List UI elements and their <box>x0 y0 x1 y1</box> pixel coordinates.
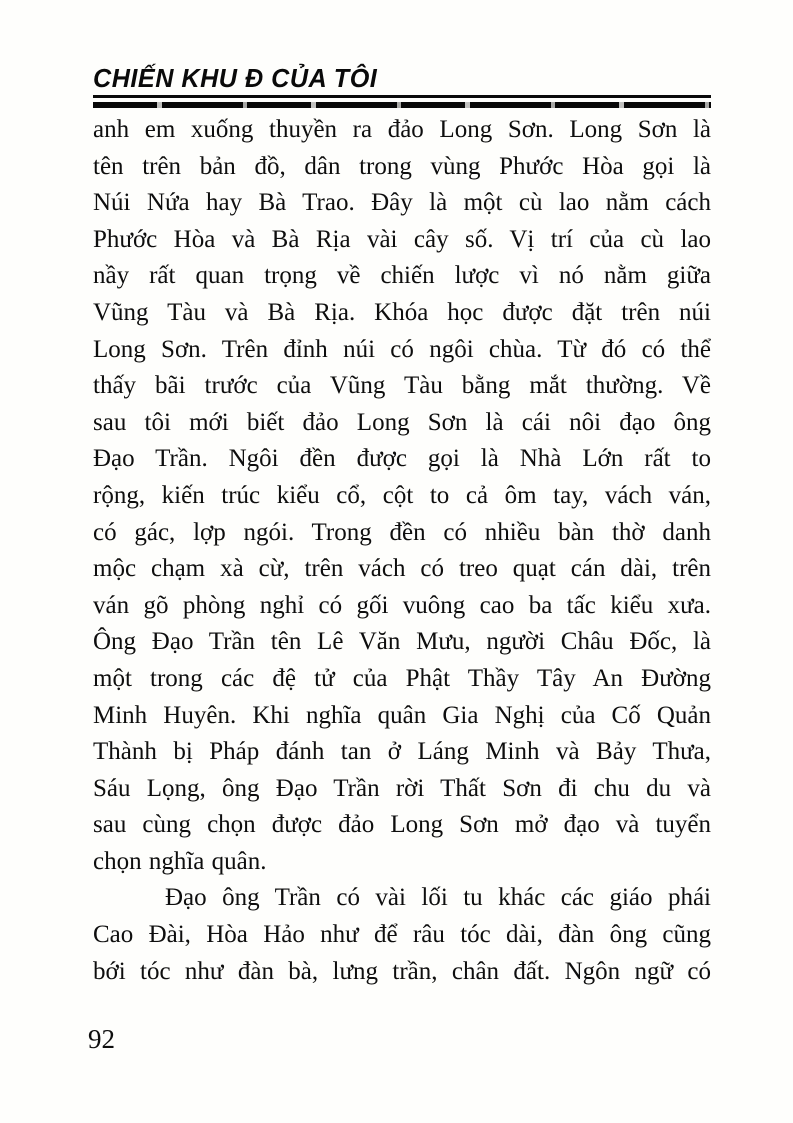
text-line: sau tôi mới biết đảo Long Sơn là cái nôi đạo ông <box>93 408 711 436</box>
text-line: Cao Đài, Hòa Hảo như để râu tóc dài, đàn ông cũng <box>93 921 711 949</box>
text-line: chọn nghĩa quân. <box>93 847 267 875</box>
body-text <box>93 112 711 990</box>
text-line: Vũng Tàu và Bà Rịa. Khóa học được đặt trên núi <box>93 298 711 326</box>
text-line: Thành bị Pháp đánh tan ở Láng Minh và Bảy Thưa, <box>93 738 711 766</box>
text-line: Sáu Lọng, ông Đạo Trần rời Thất Sơn đi chu du và <box>93 774 711 802</box>
text-line: mộc chạm xà cừ, trên vách có treo quạt cán dài, trên <box>93 555 711 583</box>
text-line: Phước Hòa và Bà Rịa vài cây số. Vị trí của cù lao <box>93 225 711 253</box>
page-number: 92 <box>88 1024 115 1054</box>
text-line: Ông Đạo Trần tên Lê Văn Mưu, người Châu Đốc, là <box>93 628 711 656</box>
text-line: thấy bãi trước của Vũng Tàu bằng mắt thường. Về <box>93 372 711 400</box>
text-line: Minh Huyên. Khi nghĩa quân Gia Nghị của Cố Quản <box>93 701 711 729</box>
running-header-title: CHIẾN KHU Đ CỦA TÔI <box>93 63 378 93</box>
text-line: sau cùng chọn được đảo Long Sơn mở đạo và tuyển <box>93 811 711 839</box>
text-line: bới tóc như đàn bà, lưng trần, chân đất. Ngôn ngữ có <box>93 957 711 985</box>
text-line: nầy rất quan trọng về chiến lược vì nó nằm giữa <box>93 262 711 290</box>
text-line: có gác, lợp ngói. Trong đền có nhiều bàn thờ danh <box>93 518 711 546</box>
header-rule-thin <box>93 95 711 98</box>
text-line: anh em xuống thuyền ra đảo Long Sơn. Long Sơn là <box>93 116 711 143</box>
text-line: một trong các đệ tử của Phật Thầy Tây An Đường <box>93 664 711 692</box>
text-line: rộng, kiến trúc kiểu cổ, cột to cả ôm tay, vách ván, <box>93 481 711 509</box>
text-line: Đạo ông Trần có vài lối tu khác các giáo phái <box>165 884 711 912</box>
text-line: Núi Nứa hay Bà Trao. Đây là một cù lao nằm cách <box>93 189 711 217</box>
text-line: Đạo Trần. Ngôi đền được gọi là Nhà Lớn rất to <box>93 445 711 473</box>
header-rule-thick <box>93 102 711 108</box>
text-line: tên trên bản đồ, dân trong vùng Phước Hòa gọi là <box>93 152 711 180</box>
running-header <box>93 64 711 108</box>
text-line: Long Sơn. Trên đỉnh núi có ngôi chùa. Từ đó có thể <box>93 335 711 363</box>
text-line: ván gõ phòng nghỉ có gối vuông cao ba tấc kiểu xưa. <box>93 591 711 619</box>
